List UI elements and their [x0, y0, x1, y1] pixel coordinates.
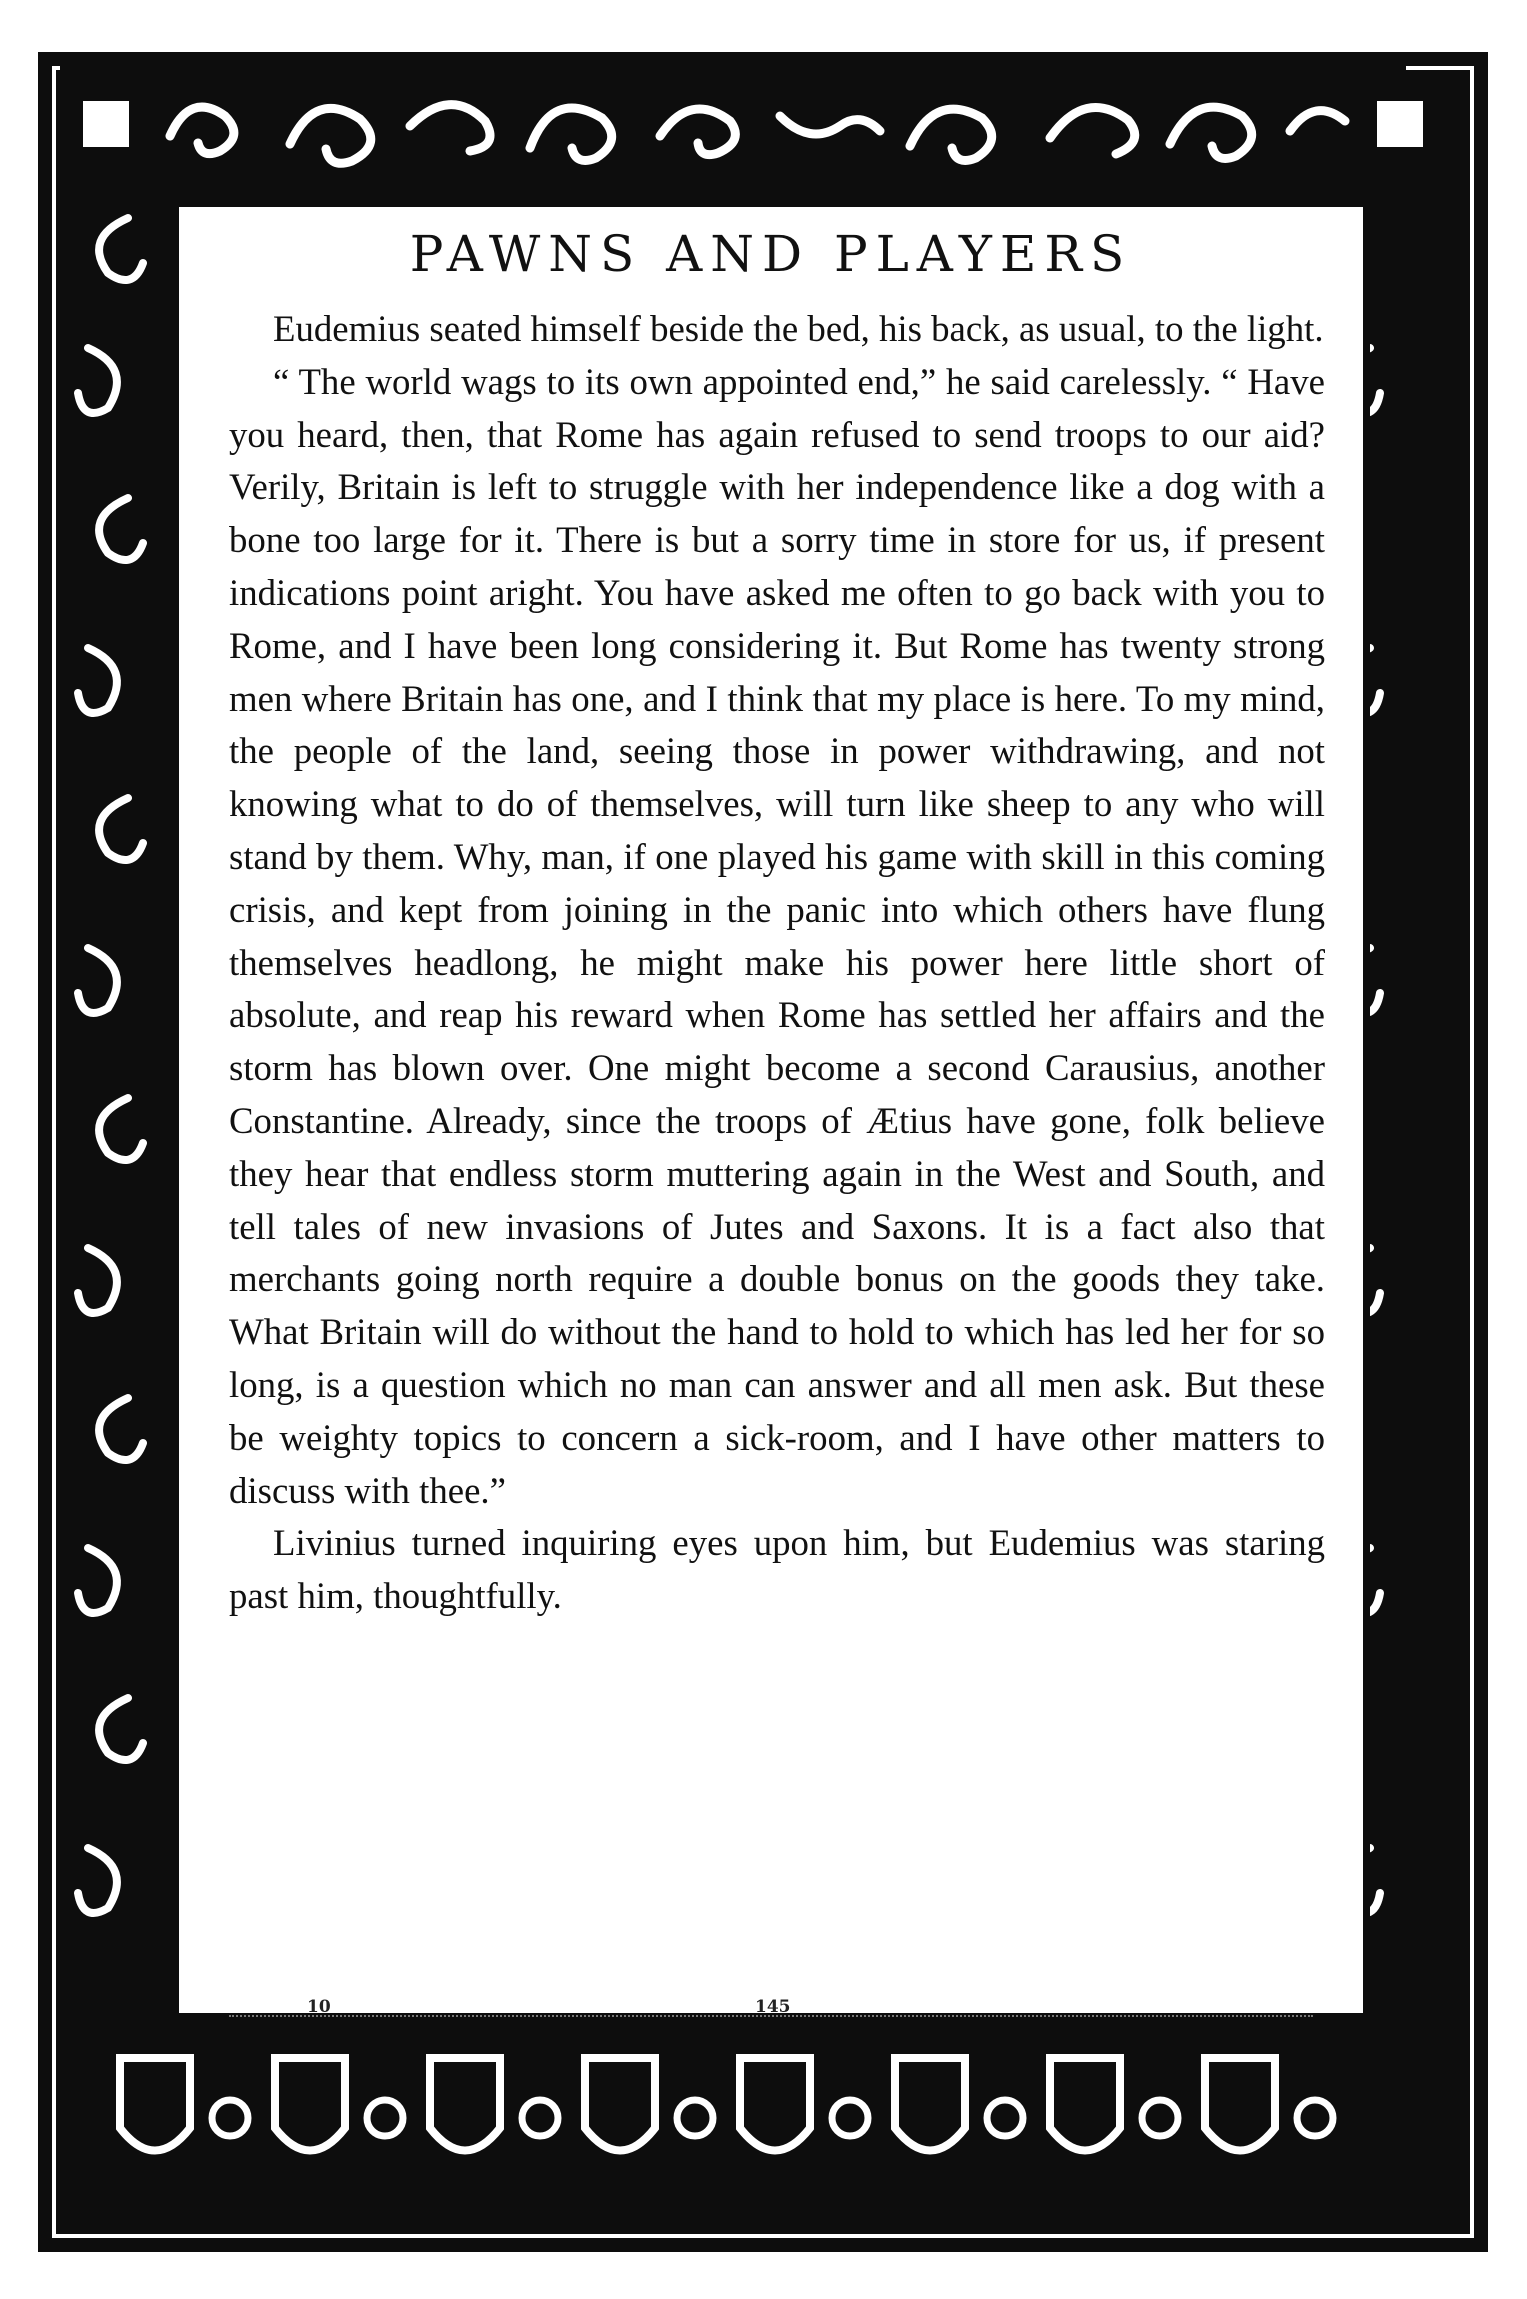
page-number: 145 [755, 1997, 791, 2017]
signature-mark: 10 [307, 1997, 331, 2017]
vine-scroll-left-icon [58, 178, 170, 2028]
left-vine-ornament-band [58, 178, 170, 2028]
paragraph: Eudemius seated himself beside the bed, his back, as usual, to the light. [273, 308, 1324, 349]
text-panel [172, 200, 1370, 2020]
paragraph: Livinius turned inquiring eyes upon him, but Eudemius was staring past him, thoughtfully. [229, 1522, 1325, 1617]
running-heading: PAWNS AND PLAYERS [409, 225, 1133, 283]
corner-rosette-icon [1372, 96, 1428, 152]
top-scroll-ornament-band [60, 66, 1406, 178]
footer-rule [229, 2015, 1313, 2017]
scroll-ornament-top-icon [60, 66, 1406, 178]
shield-ornament-bottom-icon [60, 2028, 1406, 2200]
corner-rosette-icon [78, 96, 134, 152]
paragraph: “ The world wags to its own appointed end,” he said carelessly. “ Have you heard, then, that Rome has again refused to send troops to our aid? Verily, Britain is left to struggle with her independence like a dog with a bone too large for it. There is but a sorry time in store for us, if present indications point aright. You have asked me often to go back with you to Rome, and I have been long considering it. But Rome has twenty strong men where Britain has one, and I think that my place is here. To my mind, the people of the land, seeing those in power withdrawing, and not knowing what to do of themselves, will turn like sheep to any who will stand by them. Why, man, if one played his game with skill in this coming crisis, and kept from joining in the panic into which others have flung themselves headlong, he might make his power here little short of absolute, and reap his reward when Rome has settled her affairs and the storm has blown over. One might become a second Carausius, another Constantine. Already, since the troops of Ætius have gone, folk believe they hear that endless storm muttering again in the West and South, and tell tales of new invasions of Jutes and Saxons. It is a fact also that merchants going north require a double bonus on the goods they take. What Britain will do without the hand to hold to which has led her for so long, is a question which no man can answer and all men ask. But these be weighty topics to concern a sick-room, and I have other matters to discuss with thee.” [229, 360, 1325, 1511]
body-text [229, 303, 1325, 1623]
page-footer [179, 1997, 1363, 2021]
bottom-shield-ornament-band [60, 2028, 1406, 2200]
